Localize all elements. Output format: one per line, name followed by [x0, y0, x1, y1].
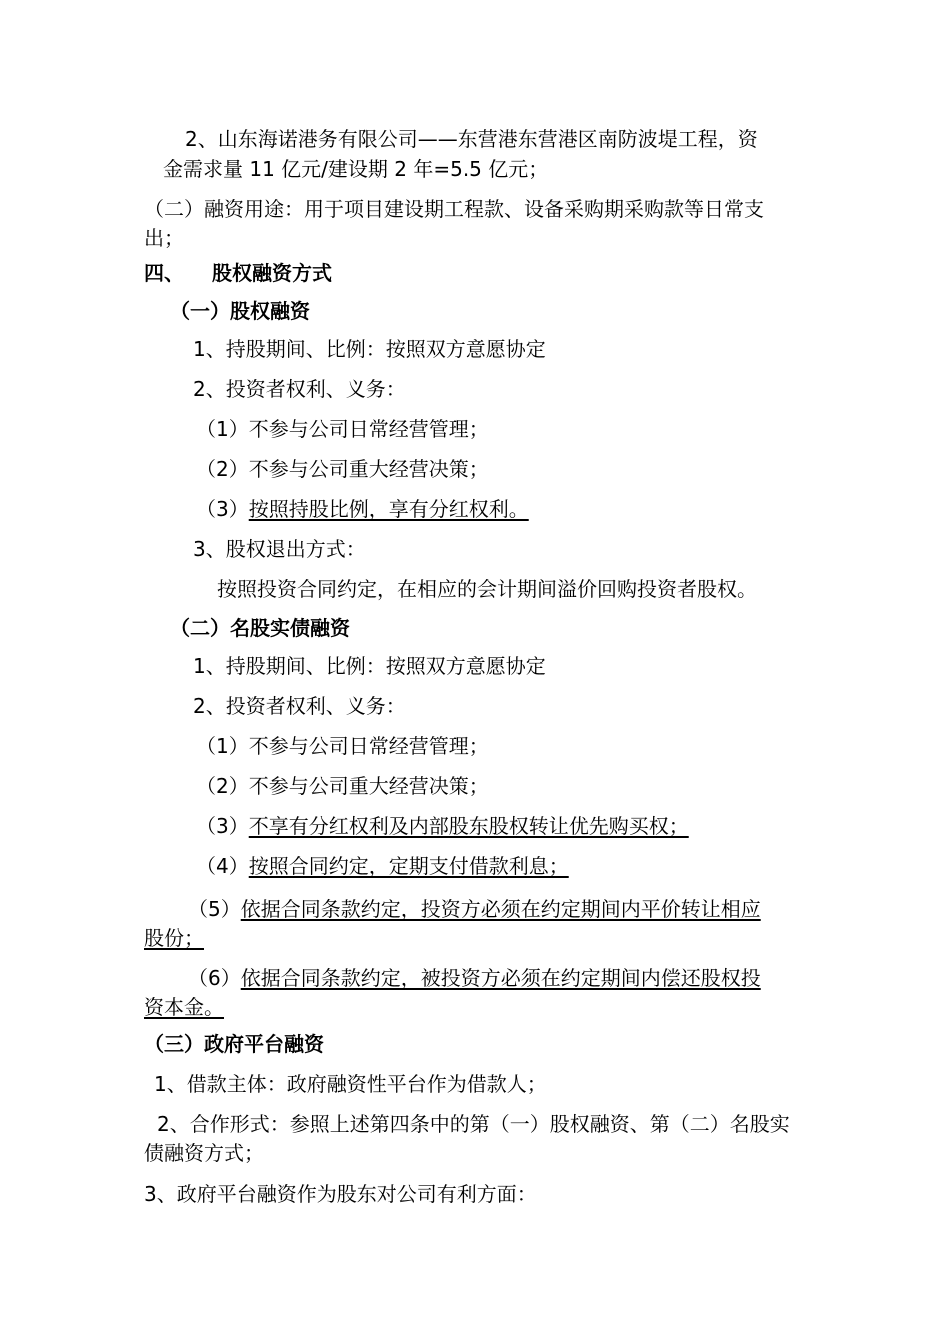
debt-sub-3-prefix: （3） [196, 814, 249, 838]
debt-sub-4-prefix: （4） [196, 854, 249, 878]
debt-sub-6-line1 [188, 965, 761, 991]
debt-item-1: 1、持股期间、比例：按照双方意愿协定 [193, 654, 546, 678]
equity-sub-2: （2）不参与公司重大经营决策； [196, 457, 489, 481]
debt-item-2: 2、投资者权利、义务： [193, 694, 406, 718]
equity-exit-text: 按照投资合同约定，在相应的会计期间溢价回购投资者股权。 [217, 577, 757, 601]
gov-item-2-line2: 债融资方式； [144, 1141, 264, 1165]
para-project-2-line2: 金需求量 11 亿元/建设期 2 年=5.5 亿元； [163, 157, 549, 181]
debt-sub-5-line1 [188, 896, 761, 922]
gov-item-1: 1、借款主体：政府融资性平台作为借款人； [154, 1072, 547, 1096]
subsection-gov-heading: （三）政府平台融资 [144, 1032, 324, 1056]
section-4-title: 股权融资方式 [212, 261, 332, 285]
equity-sub-3-text: 按照持股比例，享有分红权利。 [248, 497, 529, 521]
equity-item-2: 2、投资者权利、义务： [193, 377, 406, 401]
debt-sub-6-text: 依据合同条款约定，被投资方必须在约定期间内偿还股权投 [240, 966, 761, 990]
debt-sub-6-line2: 资本金。 [144, 995, 224, 1019]
debt-sub-5-line2: 股份； [144, 926, 204, 950]
debt-sub-2: （2）不参与公司重大经营决策； [196, 774, 489, 798]
debt-sub-5-text: 依据合同条款约定，投资方必须在约定期间内平价转让相应 [240, 897, 761, 921]
debt-sub-1: （1）不参与公司日常经营管理； [196, 734, 489, 758]
debt-sub-3 [196, 813, 689, 839]
debt-sub-4-text: 按照合同约定，定期支付借款利息； [248, 854, 569, 878]
section-4-number: 四、 [144, 261, 184, 285]
subsection-debt-heading: （二）名股实债融资 [170, 616, 350, 640]
para-project-2-line1: 2、山东海诺港务有限公司——东营港东营港区南防波堤工程，资 [185, 127, 758, 151]
equity-item-3: 3、股权退出方式： [193, 537, 366, 561]
subsection-equity-heading: （一）股权融资 [170, 299, 310, 323]
debt-sub-4 [196, 853, 569, 879]
equity-sub-1: （1）不参与公司日常经营管理； [196, 417, 489, 441]
gov-item-2-line1: 2、合作形式：参照上述第四条中的第（一）股权融资、第（二）名股实 [157, 1112, 790, 1136]
gov-item-3: 3、政府平台融资作为股东对公司有利方面： [144, 1182, 537, 1206]
debt-sub-5-prefix: （5） [188, 897, 241, 921]
para-usage-line2: 出； [144, 226, 184, 250]
para-usage-line1: （二）融资用途：用于项目建设期工程款、设备采购期采购款等日常支 [144, 197, 764, 221]
equity-sub-3 [196, 496, 529, 522]
equity-sub-3-prefix: （3） [196, 497, 249, 521]
debt-sub-6-prefix: （6） [188, 966, 241, 990]
equity-item-1: 1、持股期间、比例：按照双方意愿协定 [193, 337, 546, 361]
debt-sub-3-text: 不享有分红权利及内部股东股权转让优先购买权； [248, 814, 689, 838]
